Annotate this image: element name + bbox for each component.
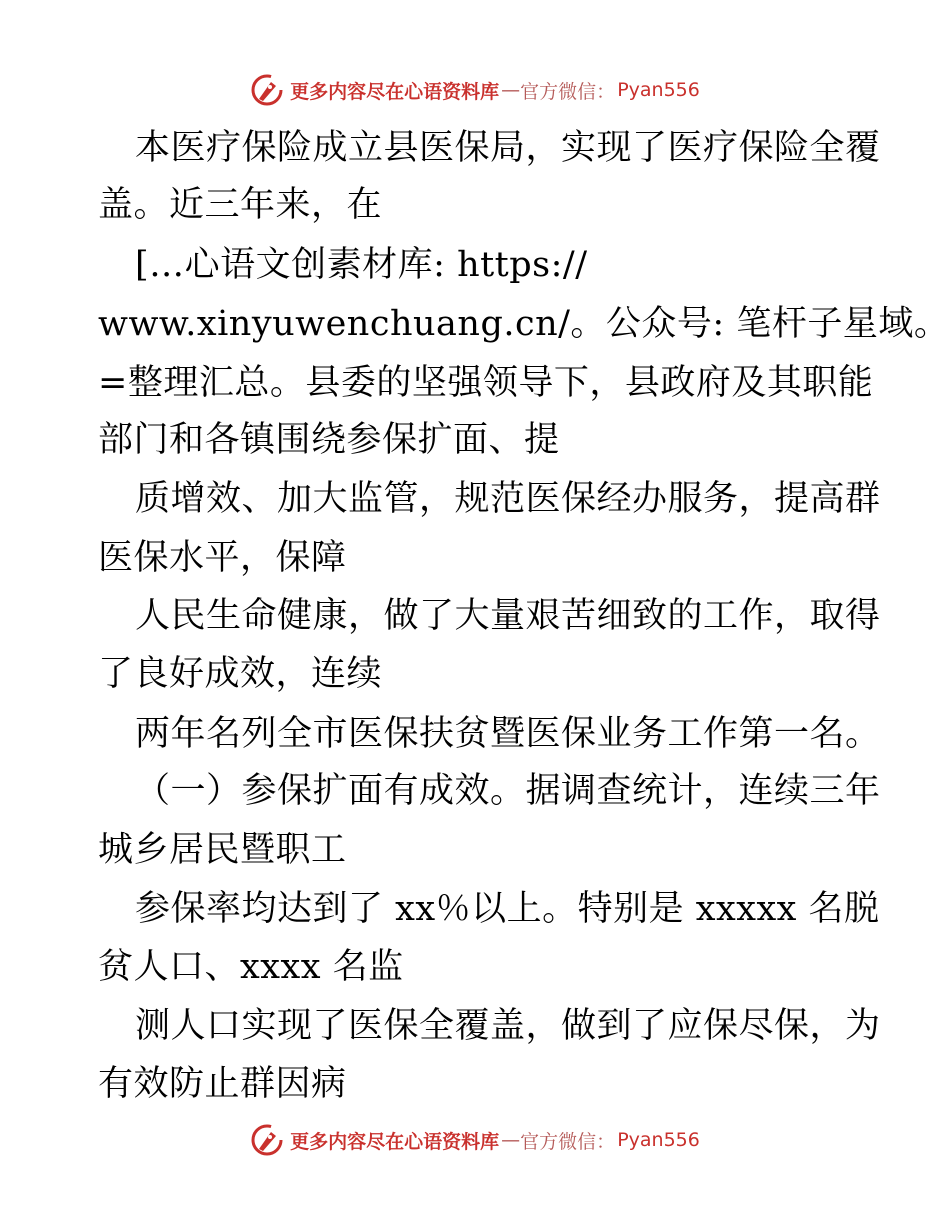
paragraph-line: 参保率均达到了 xx％以上。特别是 xxxxx 名脱	[135, 889, 880, 929]
paragraph-line: 贫人口、xxxx 名监	[98, 947, 404, 987]
paragraph-line: 城乡居民暨职工	[98, 830, 347, 870]
paragraph-line: 了良好成效，连续	[98, 654, 383, 694]
paragraph-line: 医保水平，保障	[98, 538, 347, 578]
watermark-wechat-label: 官方微信：	[520, 80, 616, 103]
paragraph-line: […心语文创素材库: https://	[135, 245, 588, 285]
paragraph-line: =整理汇总。县委的坚强领导下，县政府及其职能	[98, 363, 874, 403]
watermark-wechat-label: 官方微信：	[520, 1130, 616, 1153]
watermark-separator: —	[501, 79, 521, 101]
paragraph-line: 两年名列全市医保扶贫暨医保业务工作第一名。	[135, 714, 881, 754]
header-watermark	[0, 70, 950, 110]
watermark-wechat-id: Pyan556	[617, 1129, 700, 1151]
watermark-separator: —	[501, 1129, 521, 1151]
paragraph-line: www.xinyuwenchuang.cn/。公众号: 笔杆子星域。	[98, 304, 950, 344]
pen-nib-logo-icon	[250, 1123, 284, 1157]
watermark-site-name: 更多内容尽在心语资料库	[290, 80, 500, 103]
paragraph-line: 有效防止群因病	[98, 1064, 347, 1104]
paragraph-line: 本医疗保险成立县医保局，实现了医疗保险全覆	[135, 128, 881, 168]
paragraph-line: 部门和各镇围绕参保扩面、提	[98, 420, 560, 460]
watermark-site-name: 更多内容尽在心语资料库	[290, 1130, 500, 1153]
paragraph-line: 盖。近三年来，在	[98, 185, 383, 225]
footer-watermark	[0, 1120, 950, 1160]
watermark-wechat-id: Pyan556	[617, 79, 700, 101]
pen-nib-logo-icon	[250, 73, 284, 107]
paragraph-line: 人民生命健康，做了大量艰苦细致的工作，取得	[135, 596, 881, 636]
paragraph-line: 质增效、加大监管，规范医保经办服务，提高群	[135, 479, 881, 519]
paragraph-line: （一）参保扩面有成效。据调查统计，连续三年	[135, 771, 881, 811]
paragraph-line: 测人口实现了医保全覆盖，做到了应保尽保，为	[135, 1006, 881, 1046]
